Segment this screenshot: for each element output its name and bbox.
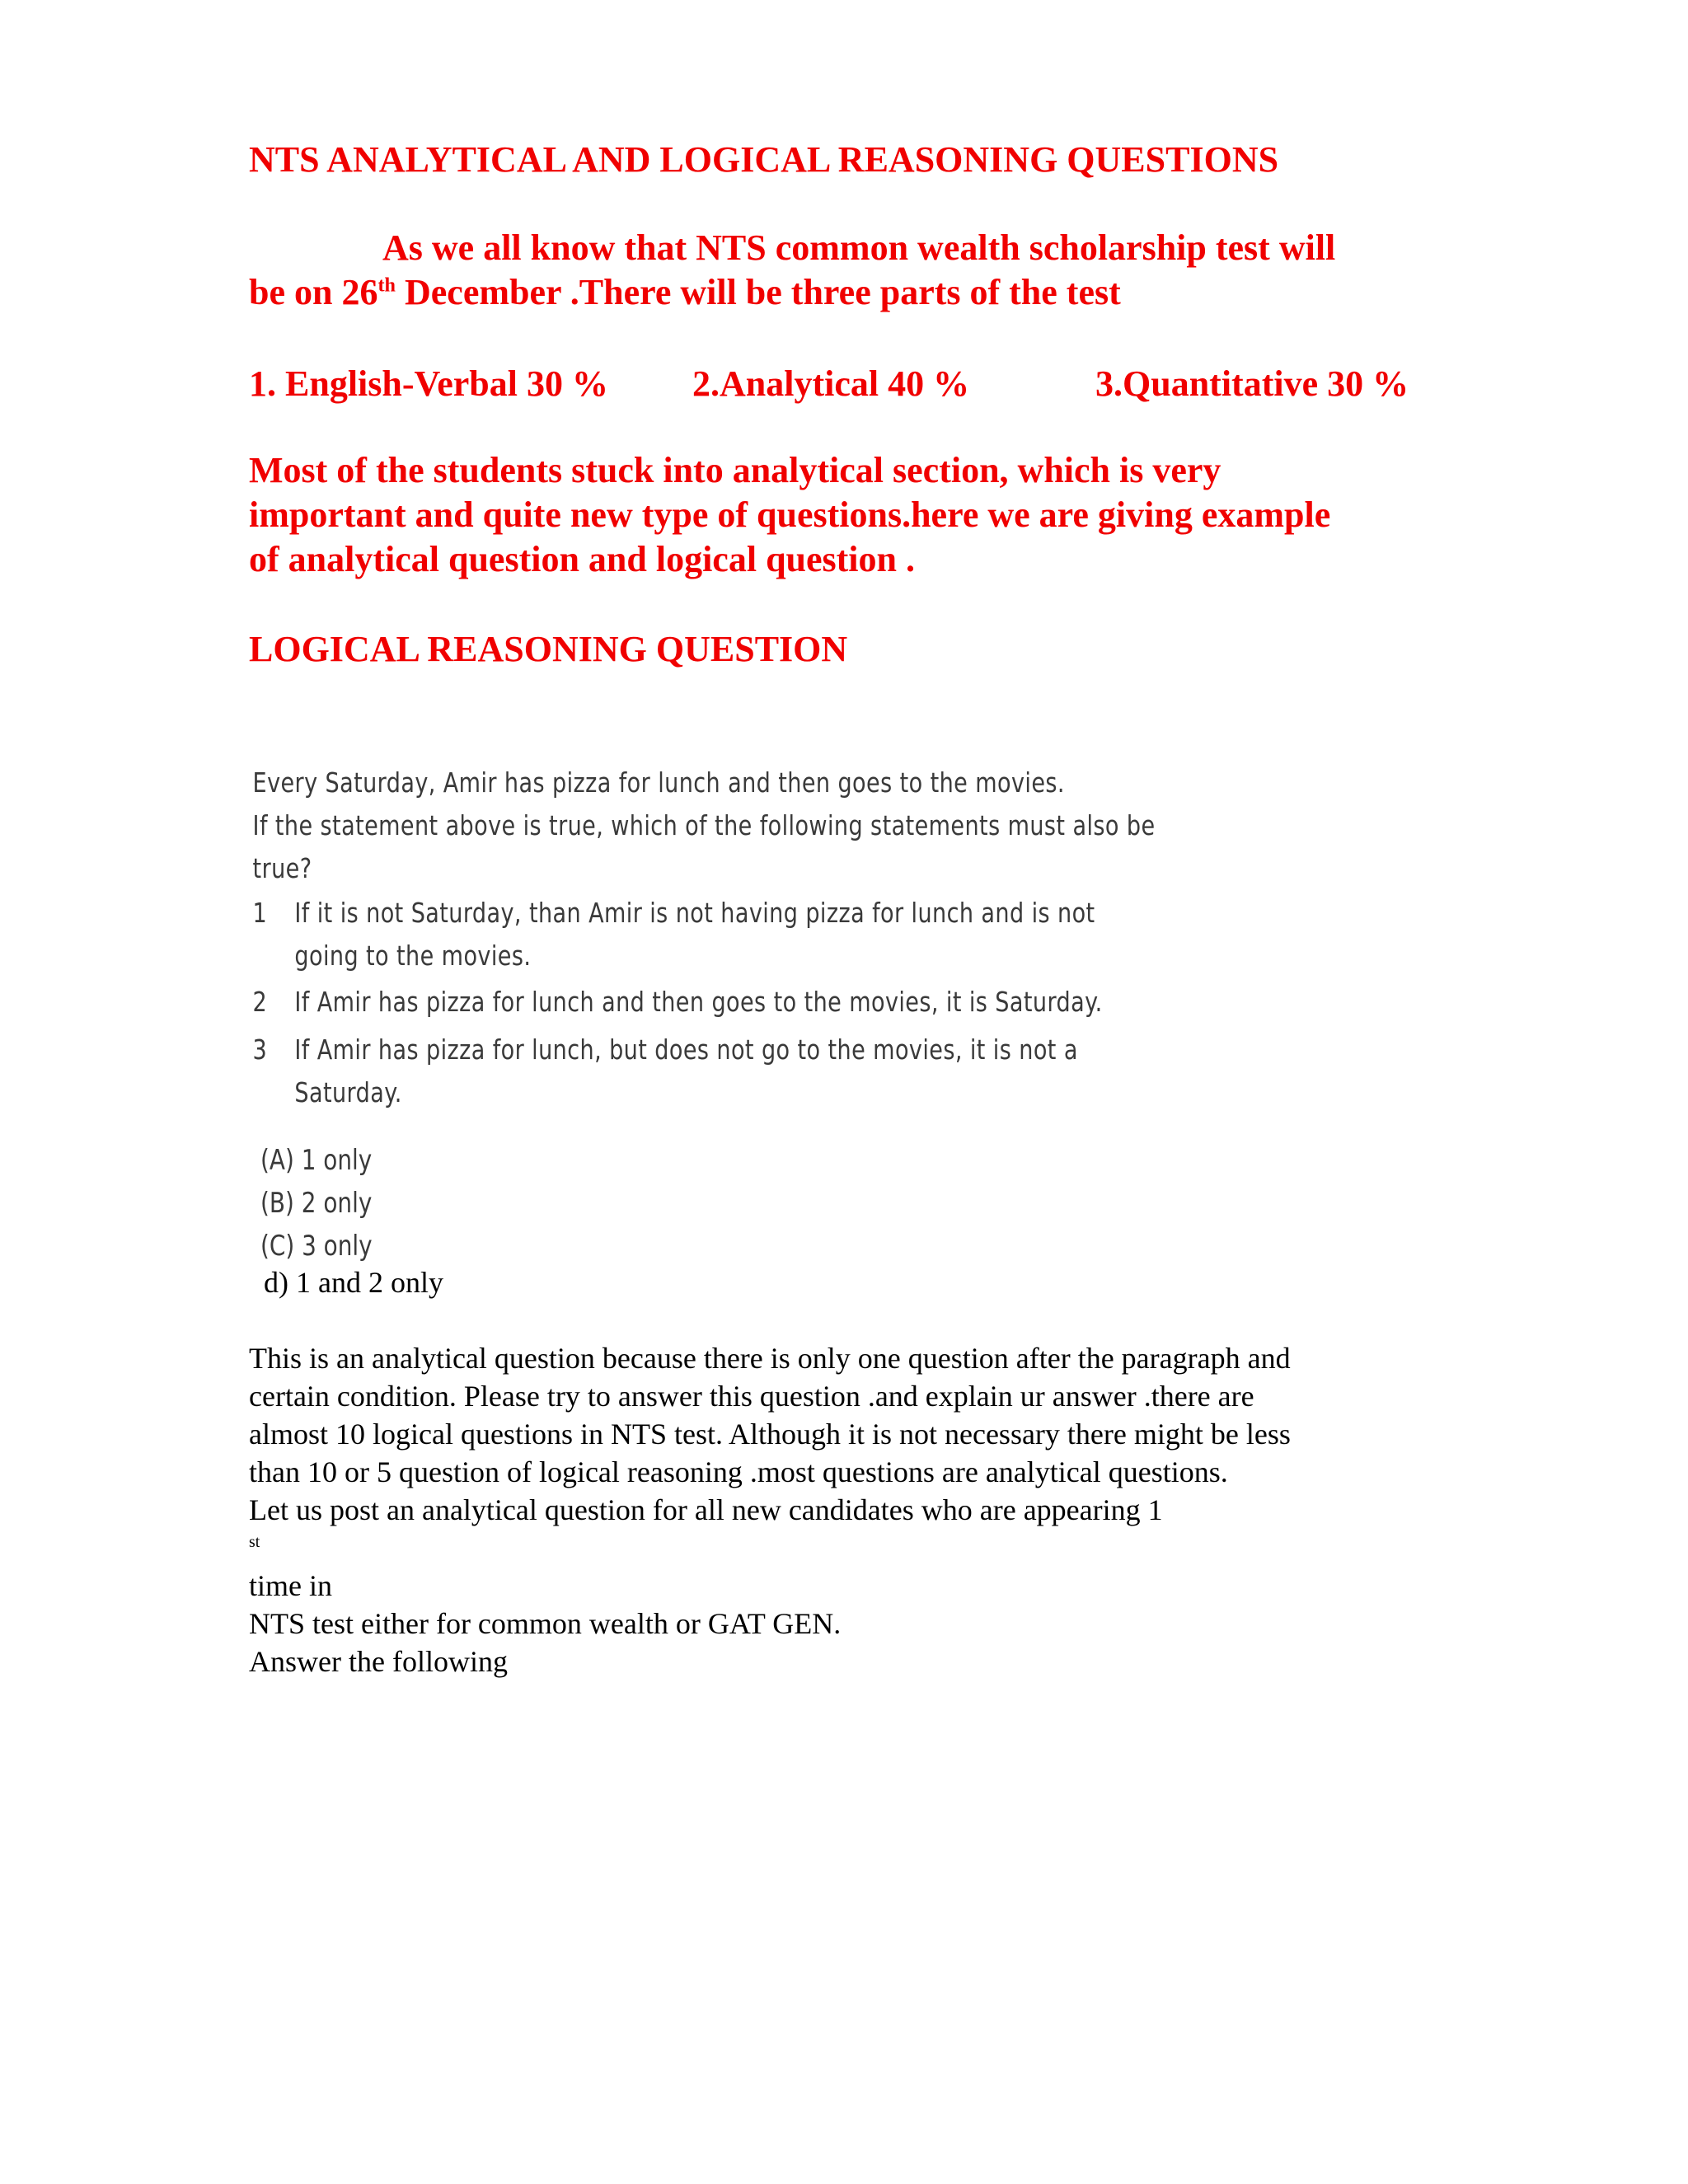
intro-line-2-post: December .There will be three parts of the test [396, 272, 1121, 312]
statement-line: Saturday. [294, 1076, 402, 1108]
body-line [249, 1491, 1452, 1605]
body-line-5-pre: Let us post an analytical question for all new candidates who are appearing 1 [249, 1493, 1163, 1526]
question-stem-line: true? [252, 852, 312, 884]
statement-number: 2 [252, 986, 267, 1018]
body-line: Answer the following [249, 1645, 508, 1678]
question-stem-line: Every Saturday, Amir has pizza for lunch and then goes to the movies. [252, 766, 1065, 799]
body-line: NTS test either for common wealth or GAT GEN. [249, 1607, 842, 1640]
section-heading: LOGICAL REASONING QUESTION [249, 629, 848, 669]
choice-b: (B) 2 only [260, 1187, 373, 1220]
statement-line: If Amir has pizza for lunch and then goes to the movies, it is Saturday. [294, 986, 1103, 1018]
statement-number: 3 [252, 1033, 267, 1066]
answer-choices-image [260, 1139, 373, 1268]
paragraph-line: Most of the students stuck into analytical section, which is very [249, 450, 1221, 490]
choice-d: d) 1 and 2 only [264, 1266, 443, 1299]
statement-number: 1 [252, 897, 267, 929]
choice-a: (A) 1 only [260, 1144, 373, 1177]
ordinal-suffix: th [377, 274, 396, 297]
body-line: This is an analytical question because there is only one question after the paragraph and [249, 1342, 1291, 1375]
question-stem-line: If the statement above is true, which of the following statements must also be [252, 809, 1156, 841]
body-line: almost 10 logical questions in NTS test. Although it is not necessary there might be less [249, 1418, 1291, 1451]
ordinal-suffix: st [249, 1533, 260, 1551]
body-line-5-post: time in [249, 1569, 332, 1602]
part-analytical: 2.Analytical 40 % [692, 363, 970, 404]
question-image [247, 757, 1156, 1119]
intro-line-2-pre: be on 26 [249, 272, 378, 312]
statement-line: If it is not Saturday, than Amir is not having pizza for lunch and is not [294, 897, 1095, 929]
part-english: 1. English-Verbal 30 % [249, 363, 609, 404]
paragraph-line: of analytical question and logical question . [249, 539, 916, 579]
intro-paragraph [249, 226, 1444, 315]
intro-line-2 [249, 270, 1444, 315]
body-line: certain condition. Please try to answer this question .and explain ur answer .there are [249, 1380, 1254, 1413]
intro-line-1: As we all know that NTS common wealth scholarship test will [382, 227, 1336, 268]
test-parts [249, 359, 1444, 409]
part-quantitative: 3.Quantitative 30 % [1095, 363, 1409, 404]
document-title: NTS ANALYTICAL AND LOGICAL REASONING QUESTIONS [249, 139, 1279, 180]
body-line: than 10 or 5 question of logical reasoning .most questions are analytical questions. [249, 1455, 1228, 1488]
paragraph-line: important and quite new type of questions.here we are giving example [249, 494, 1331, 535]
statement-line: If Amir has pizza for lunch, but does not go to the movies, it is not a [294, 1033, 1078, 1066]
body-paragraph [249, 1339, 1452, 1680]
choice-c: (C) 3 only [260, 1230, 373, 1263]
analytical-paragraph [249, 448, 1452, 582]
statement-line: going to the movies. [294, 940, 532, 972]
